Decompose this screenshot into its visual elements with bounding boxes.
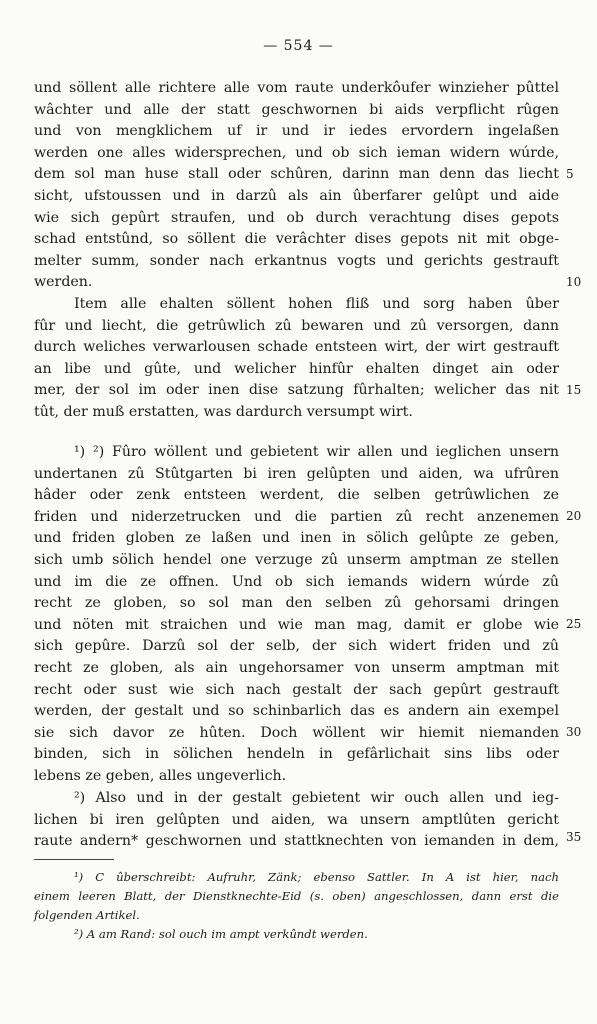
text-line: sie sich davor ze hûten. Doch wöllent wir hiemit niemanden	[34, 724, 559, 741]
line-number: 25	[566, 617, 582, 631]
text-line: lebens ze geben, alles ungeverlich.	[34, 767, 287, 784]
text-line: ¹) ²) Fûro wöllent und gebietent wir allen und ieglichen unsern	[74, 444, 559, 460]
line-number: 10	[566, 275, 582, 289]
text-line: melter summ, sonder nach erkantnus vogts und gerichts gestrauft	[34, 252, 559, 269]
footnote-1-text: folgenden Artikel.	[34, 908, 140, 922]
text-line: und von mengklichem uf ir und ir iedes ervordern ingelaßen	[34, 123, 559, 140]
text-line: binden, sich in sölichen hendeln in gefârlichait sins libs oder	[34, 746, 559, 763]
text-line: werden.	[34, 274, 93, 291]
text-line: und im die ze offnen. Und ob sich iemands widern wúrde zû	[34, 573, 559, 590]
text-line: raute andern* geschwornen und stattknechten von iemanden in dem,	[34, 833, 559, 850]
text-line: lichen bi iren gelûpten und aiden, wa unsern amptlûten gericht	[34, 811, 559, 828]
text-line: sich gepûre. Darzû sol der selb, der sich widert friden und zû	[34, 638, 559, 655]
text-line: sicht, ufstoussen und in darzû als ain ûberfarer gelûpt und aide	[34, 187, 559, 204]
footnote-2-text: ²) A am Rand: sol ouch im ampt verkûndt werden.	[74, 927, 368, 941]
line-number: 5	[566, 167, 574, 181]
footnote-line	[34, 925, 559, 944]
text-line: mer, der sol im oder inen dise satzung fûrhalten; welicher das nit	[34, 382, 559, 399]
text-line: durch weliches verwarlousen schade entsteen wirt, der wirt gestrauft	[34, 339, 559, 356]
paragraph-1	[34, 78, 559, 294]
footnote-divider	[34, 859, 114, 860]
text-line: und söllent alle richtere alle vom raute underkôufer winzieher pûttel	[34, 80, 559, 96]
text-line: hâder oder zenk entsteen werdent, die selben getrûwlichen ze	[34, 487, 559, 504]
text-line: recht ze globen, als ain ungehorsamer von unserm amptman mit	[34, 659, 559, 676]
footnote-1-text: einem leeren Blatt, der Dienstknechte-Eid (s. oben) angeschlossen, dann erst die	[34, 889, 559, 903]
text-line: tût, der muß erstatten, was dardurch versumpt wirt.	[34, 403, 413, 420]
footnotes	[34, 868, 559, 944]
footnote-line	[34, 887, 559, 906]
text-line: und friden globen ze laßen und inen in sölich gelûpte ze geben,	[34, 530, 559, 547]
text-line: recht ze globen, so sol man den selben zû gehorsami dringen	[34, 595, 559, 612]
text-line: undertanen zû Stûtgarten bi iren gelûpten und aiden, wa ufrûren	[34, 465, 559, 482]
footnote-line	[34, 868, 559, 887]
text-line: sich umb sölich hendel one verzuge zû unserm amptman ze stellen	[34, 551, 559, 568]
line-number: 30	[566, 725, 582, 739]
text-line: werden one alles widersprechen, und ob sich ieman widern wúrde,	[34, 144, 559, 161]
text-line: wâchter und alle der statt geschwornen bi aids verpflicht rûgen	[34, 101, 559, 118]
paragraph-4	[34, 788, 559, 853]
page-number: — 554 —	[263, 38, 334, 54]
paragraph-2	[34, 294, 559, 424]
text-line: wie sich gepûrt straufen, und ob durch verachtung dises gepots	[34, 209, 559, 226]
text-line: fûr und liecht, die getrûwlich zû bewaren und zû versorgen, dann	[34, 317, 559, 334]
text-line: an libe und gûte, und welicher hinfûr ehalten dinget ain oder	[34, 360, 559, 377]
footnote-1-text: ¹) C ûberschreibt: Aufruhr, Zänk; ebenso Sattler. In A ist hier, nach	[74, 870, 559, 884]
text-line: friden und niderzetrucken und die partien zû recht anzenemen	[34, 508, 559, 525]
text-line: und nöten mit straichen und wie man mag, damit er globe wie	[34, 616, 559, 633]
text-line: schad entstûnd, so söllent die verâchter dises gepots nit mit obge-	[34, 231, 559, 248]
line-number: 20	[566, 509, 582, 523]
text-line: Item alle ehalten söllent hohen fliß und sorg haben ûber	[74, 296, 559, 312]
text-line: werden, der gestalt und so schinbarlich das es andern ain exempel	[34, 703, 559, 720]
line-number: 15	[566, 383, 582, 397]
text-line: ²) Also und in der gestalt gebietent wir ouch allen und ieg-	[74, 790, 559, 806]
paragraph-3	[34, 442, 559, 788]
text-line: recht oder sust wie sich nach gestalt der sach gepûrt gestrauft	[34, 681, 559, 698]
footnote-line	[34, 906, 559, 925]
line-number: 35	[566, 830, 582, 844]
text-line: dem sol man huse stall oder schûren, darinn man denn das liecht	[34, 166, 559, 183]
